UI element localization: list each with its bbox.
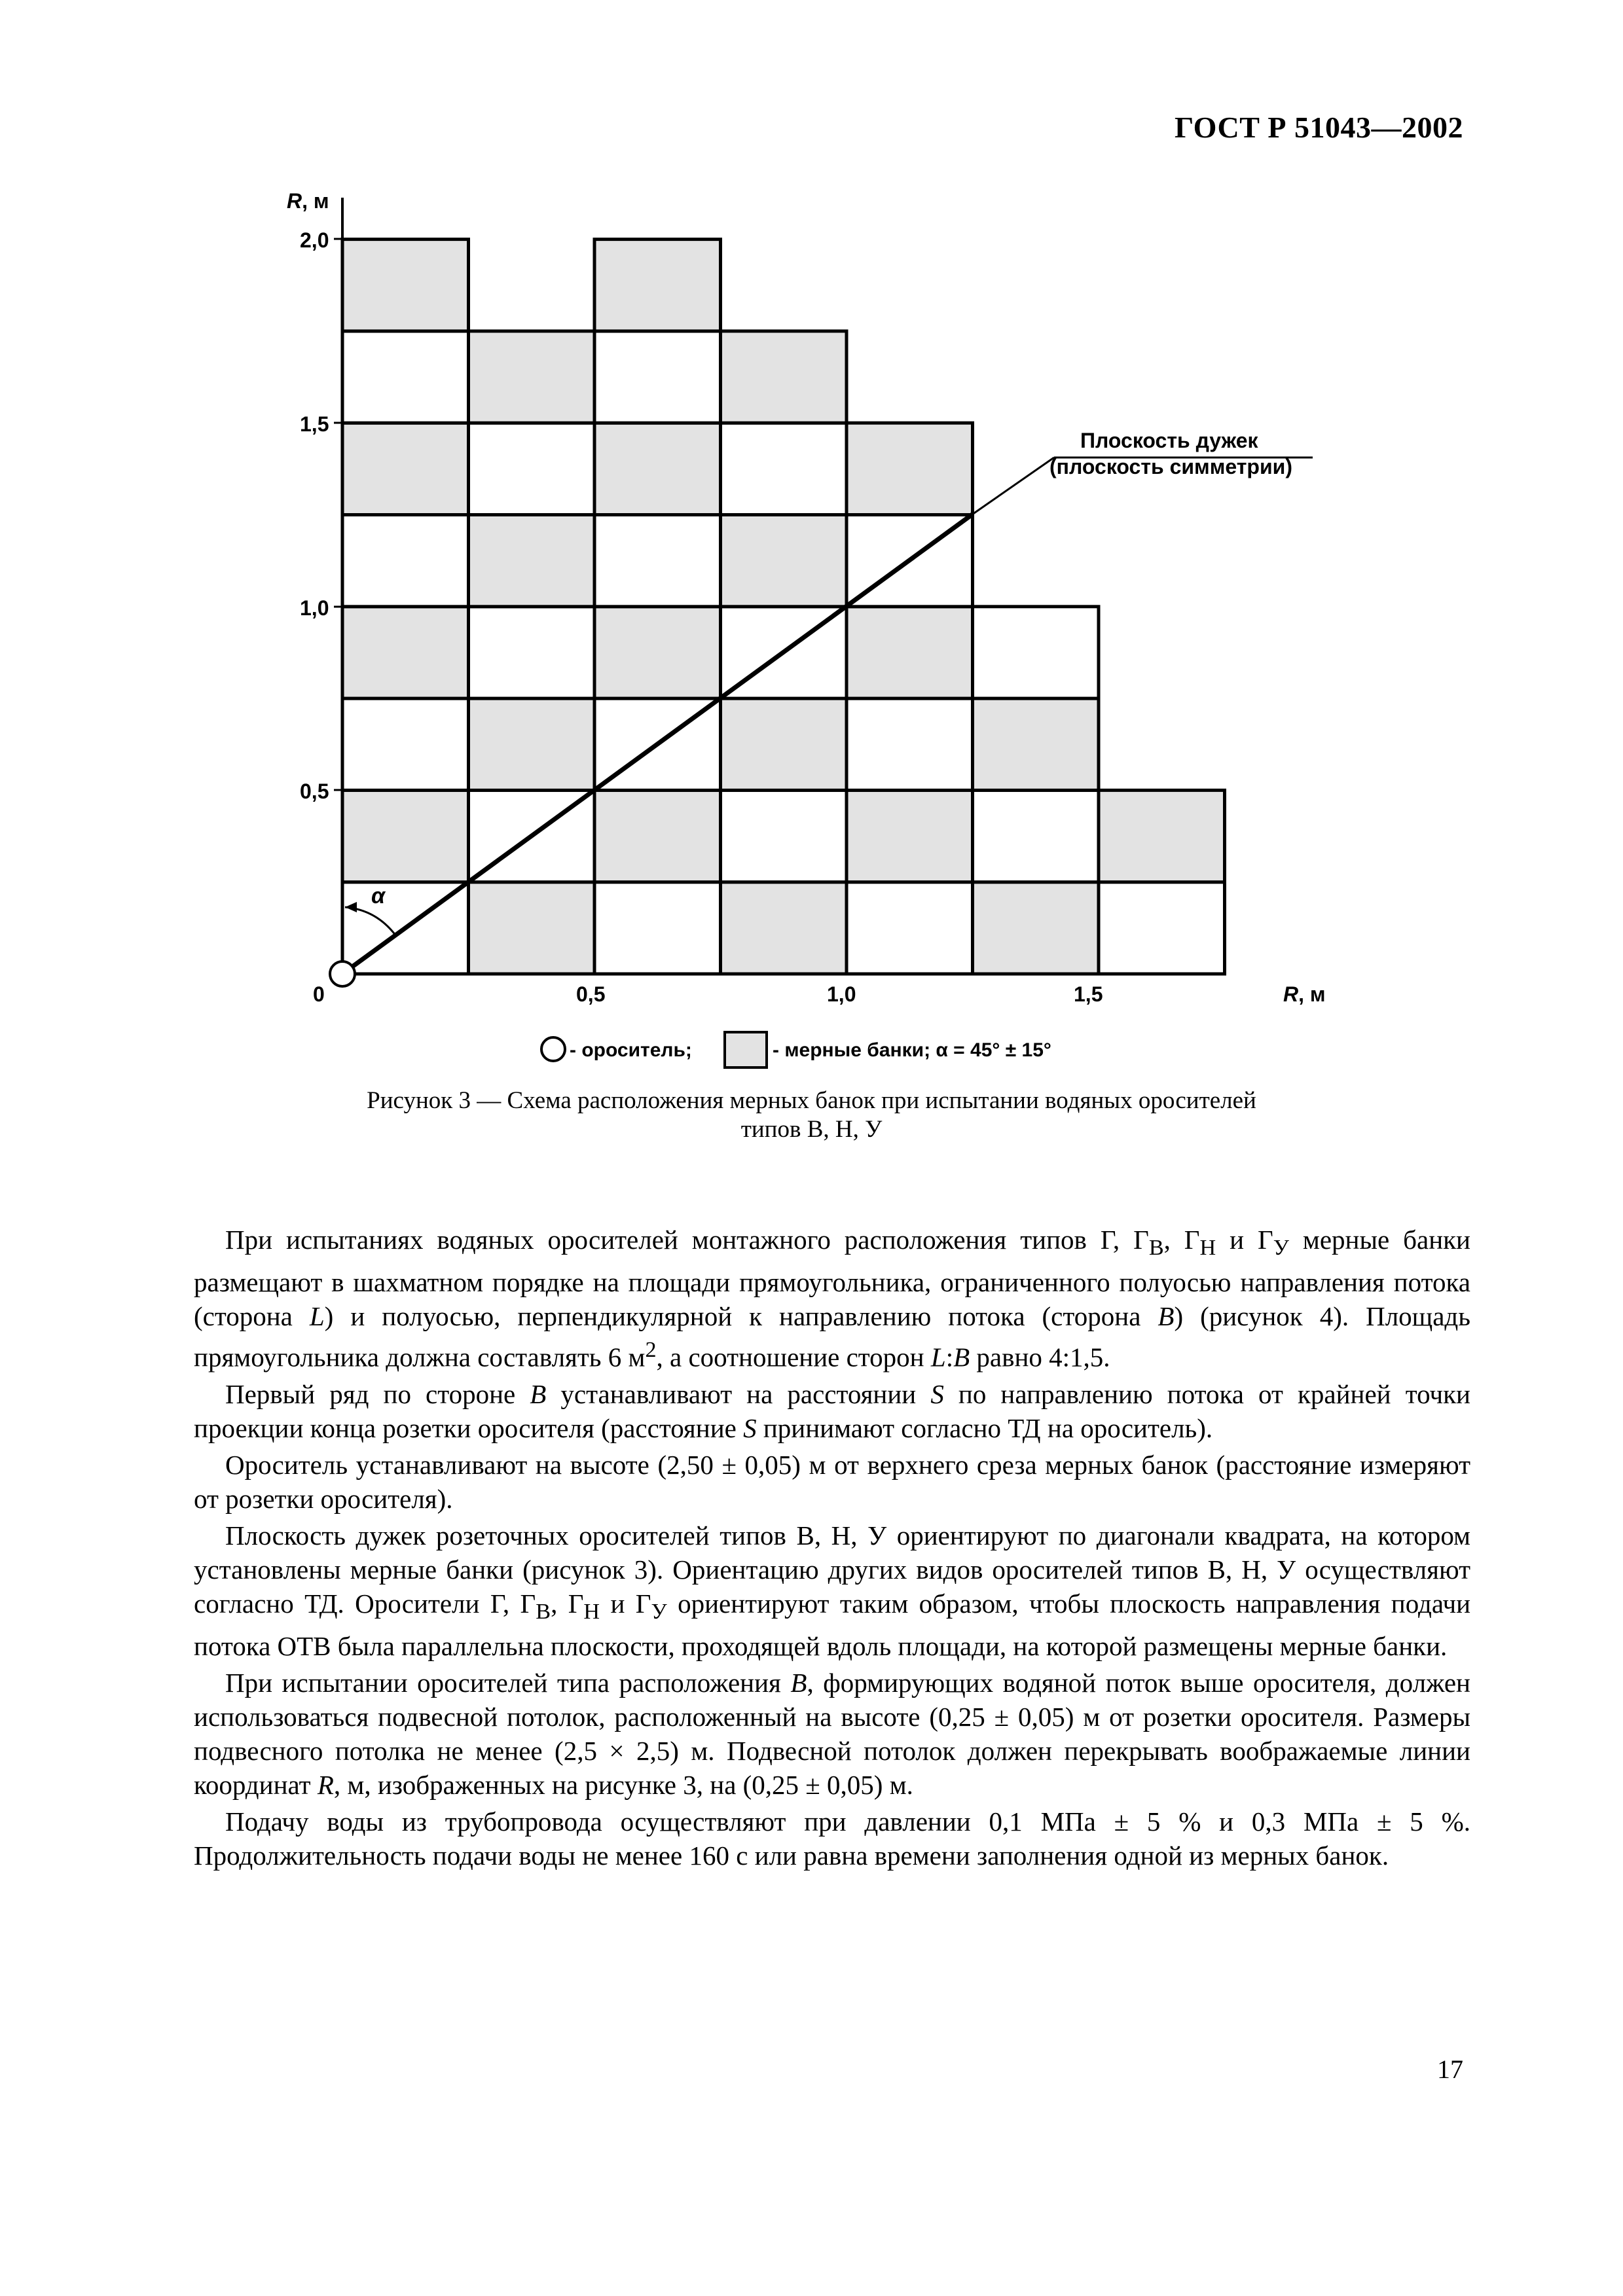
sprinkler-symbol	[330, 961, 355, 986]
measuring-can-cell	[1099, 790, 1225, 882]
x-axis-label: R, м	[1283, 982, 1326, 1006]
figure-caption	[196, 1086, 1427, 1144]
measuring-can-cell	[973, 882, 1099, 974]
legend-can-icon	[725, 1032, 767, 1067]
measuring-cans-grid	[342, 240, 1225, 974]
paragraph-2: Первый ряд по стороне B устанавливают на расстоянии S по направлению потока от крайней точки проекции конца розетки оросителя (расстояние S принимают согласно ТД на ороситель).	[194, 1378, 1470, 1443]
measuring-can-cell	[594, 240, 721, 331]
empty-cell	[594, 882, 721, 974]
legend-sprinkler-icon	[541, 1037, 565, 1061]
empty-cell	[469, 423, 595, 514]
measuring-can-cell	[721, 331, 847, 423]
measuring-can-cell	[342, 240, 469, 331]
x-tick-label: 1,0	[827, 982, 856, 1006]
legend-cans-text: - мерные банки; α = 45° ± 15°	[773, 1039, 1051, 1061]
plane-label-line2: (плоскость симметрии)	[1049, 455, 1292, 478]
plane-leader-line	[972, 457, 1054, 514]
measuring-can-cell	[721, 515, 847, 607]
y-axis-label: R, м	[287, 189, 329, 213]
empty-cell	[342, 698, 469, 790]
measuring-can-cell	[469, 331, 595, 423]
paragraph-5: При испытании оросителей типа расположения B, формирующих водяной поток выше оросителя, должен использоваться подвесной потолок, расположенный на высоте (0,25 ± 0,05) м от розетки оросителя. Размеры подвесного потолка не менее (2,5 × 2,5) м. Подвесной потолок должен перекрывать воображаемые линии координат R, м, изображенных на рисунке 3, на (0,25 ± 0,05) м.	[194, 1668, 1470, 1801]
page-number: 17	[1437, 2054, 1463, 2084]
empty-cell	[973, 607, 1099, 698]
empty-cell	[721, 423, 847, 514]
y-tick-label: 2,0	[300, 228, 329, 252]
measuring-can-cell	[594, 423, 721, 514]
caption-line-2: типов В, Н, У	[740, 1116, 883, 1143]
origin-label: 0	[313, 982, 325, 1006]
empty-cell	[847, 698, 973, 790]
can-layout-diagram	[0, 0, 1623, 1113]
paragraph-3: Ороситель устанавливают на высоте (2,50 ± 0,05) м от верхнего среза мерных банок (расстояние измеряют от розетки оросителя).	[194, 1449, 1470, 1514]
empty-cell	[1099, 882, 1225, 974]
measuring-can-cell	[594, 790, 721, 882]
measuring-can-cell	[342, 423, 469, 514]
measuring-can-cell	[469, 515, 595, 607]
empty-cell	[721, 790, 847, 882]
paragraph-4: Плоскость дужек розеточных оросителей типов В, Н, У ориентируют по диагонали квадрата, на котором установлены мерные банки (рисунок 3). Ориентацию других видов оросителей типов В, Н, У осуществляют согласно ТД. Оросители Г, $Г_В$, $Г_Н$ и $Г_У$ ориентируют таким образом, чтобы плоскость направления подачи потока ОТВ была параллельна плоскости, проходящей вдоль площади, на которой размещены мерные банки.	[194, 1520, 1471, 1662]
empty-cell	[847, 882, 973, 974]
measuring-can-cell	[342, 607, 469, 698]
x-tick-label: 0,5	[576, 982, 606, 1006]
empty-cell	[342, 515, 469, 607]
body-text	[194, 1223, 1470, 1875]
figure-can-layout	[0, 0, 1623, 1113]
measuring-can-cell	[469, 882, 595, 974]
measuring-can-cell	[847, 423, 973, 514]
caption-line-1: Рисунок 3 — Схема расположения мерных банок при испытании водяных оросителей	[367, 1087, 1256, 1114]
measuring-can-cell	[594, 607, 721, 698]
empty-cell	[973, 790, 1099, 882]
measuring-can-cell	[342, 790, 469, 882]
x-tick-label: 1,5	[1074, 982, 1103, 1006]
measuring-can-cell	[721, 882, 847, 974]
y-tick-label: 1,0	[300, 596, 329, 620]
empty-cell	[469, 607, 595, 698]
empty-cell	[594, 331, 721, 423]
measuring-can-cell	[973, 698, 1099, 790]
empty-cell	[342, 331, 469, 423]
measuring-can-cell	[721, 698, 847, 790]
legend-sprinkler-text: - ороситель;	[570, 1039, 692, 1061]
standard-header: ГОСТ Р 51043—2002	[1175, 111, 1463, 144]
paragraph-1: При испытаниях водяных оросителей монтажного расположения типов Г, $Г_В$, $Г_Н$ и $Г_У$ мерные банки размещают в шахматном порядке на площади прямоугольника, ограниченного полуосью направления потока (сторона L) и полуосью, перпендикулярной к направлению потока (сторона B) (рисунок 4). Площадь прямоугольника должна составлять 6 $м^2$, а соотношение сторон L:B равно 4:1,5.	[194, 1225, 1471, 1372]
empty-cell	[594, 515, 721, 607]
measuring-can-cell	[847, 607, 973, 698]
paragraph-6: Подачу воды из трубопровода осуществляют при давлении 0,1 МПа ± 5 % и 0,3 МПа ± 5 %. Продолжительность подачи воды не менее 160 с или равна времени заполнения одной из мерных банок.	[194, 1806, 1470, 1871]
y-tick-label: 0,5	[300, 780, 329, 803]
measuring-can-cell	[847, 790, 973, 882]
y-tick-label: 1,5	[300, 412, 329, 436]
plane-label-line1: Плоскость дужек	[1080, 429, 1258, 452]
angle-label: α	[371, 884, 386, 908]
measuring-can-cell	[469, 698, 595, 790]
